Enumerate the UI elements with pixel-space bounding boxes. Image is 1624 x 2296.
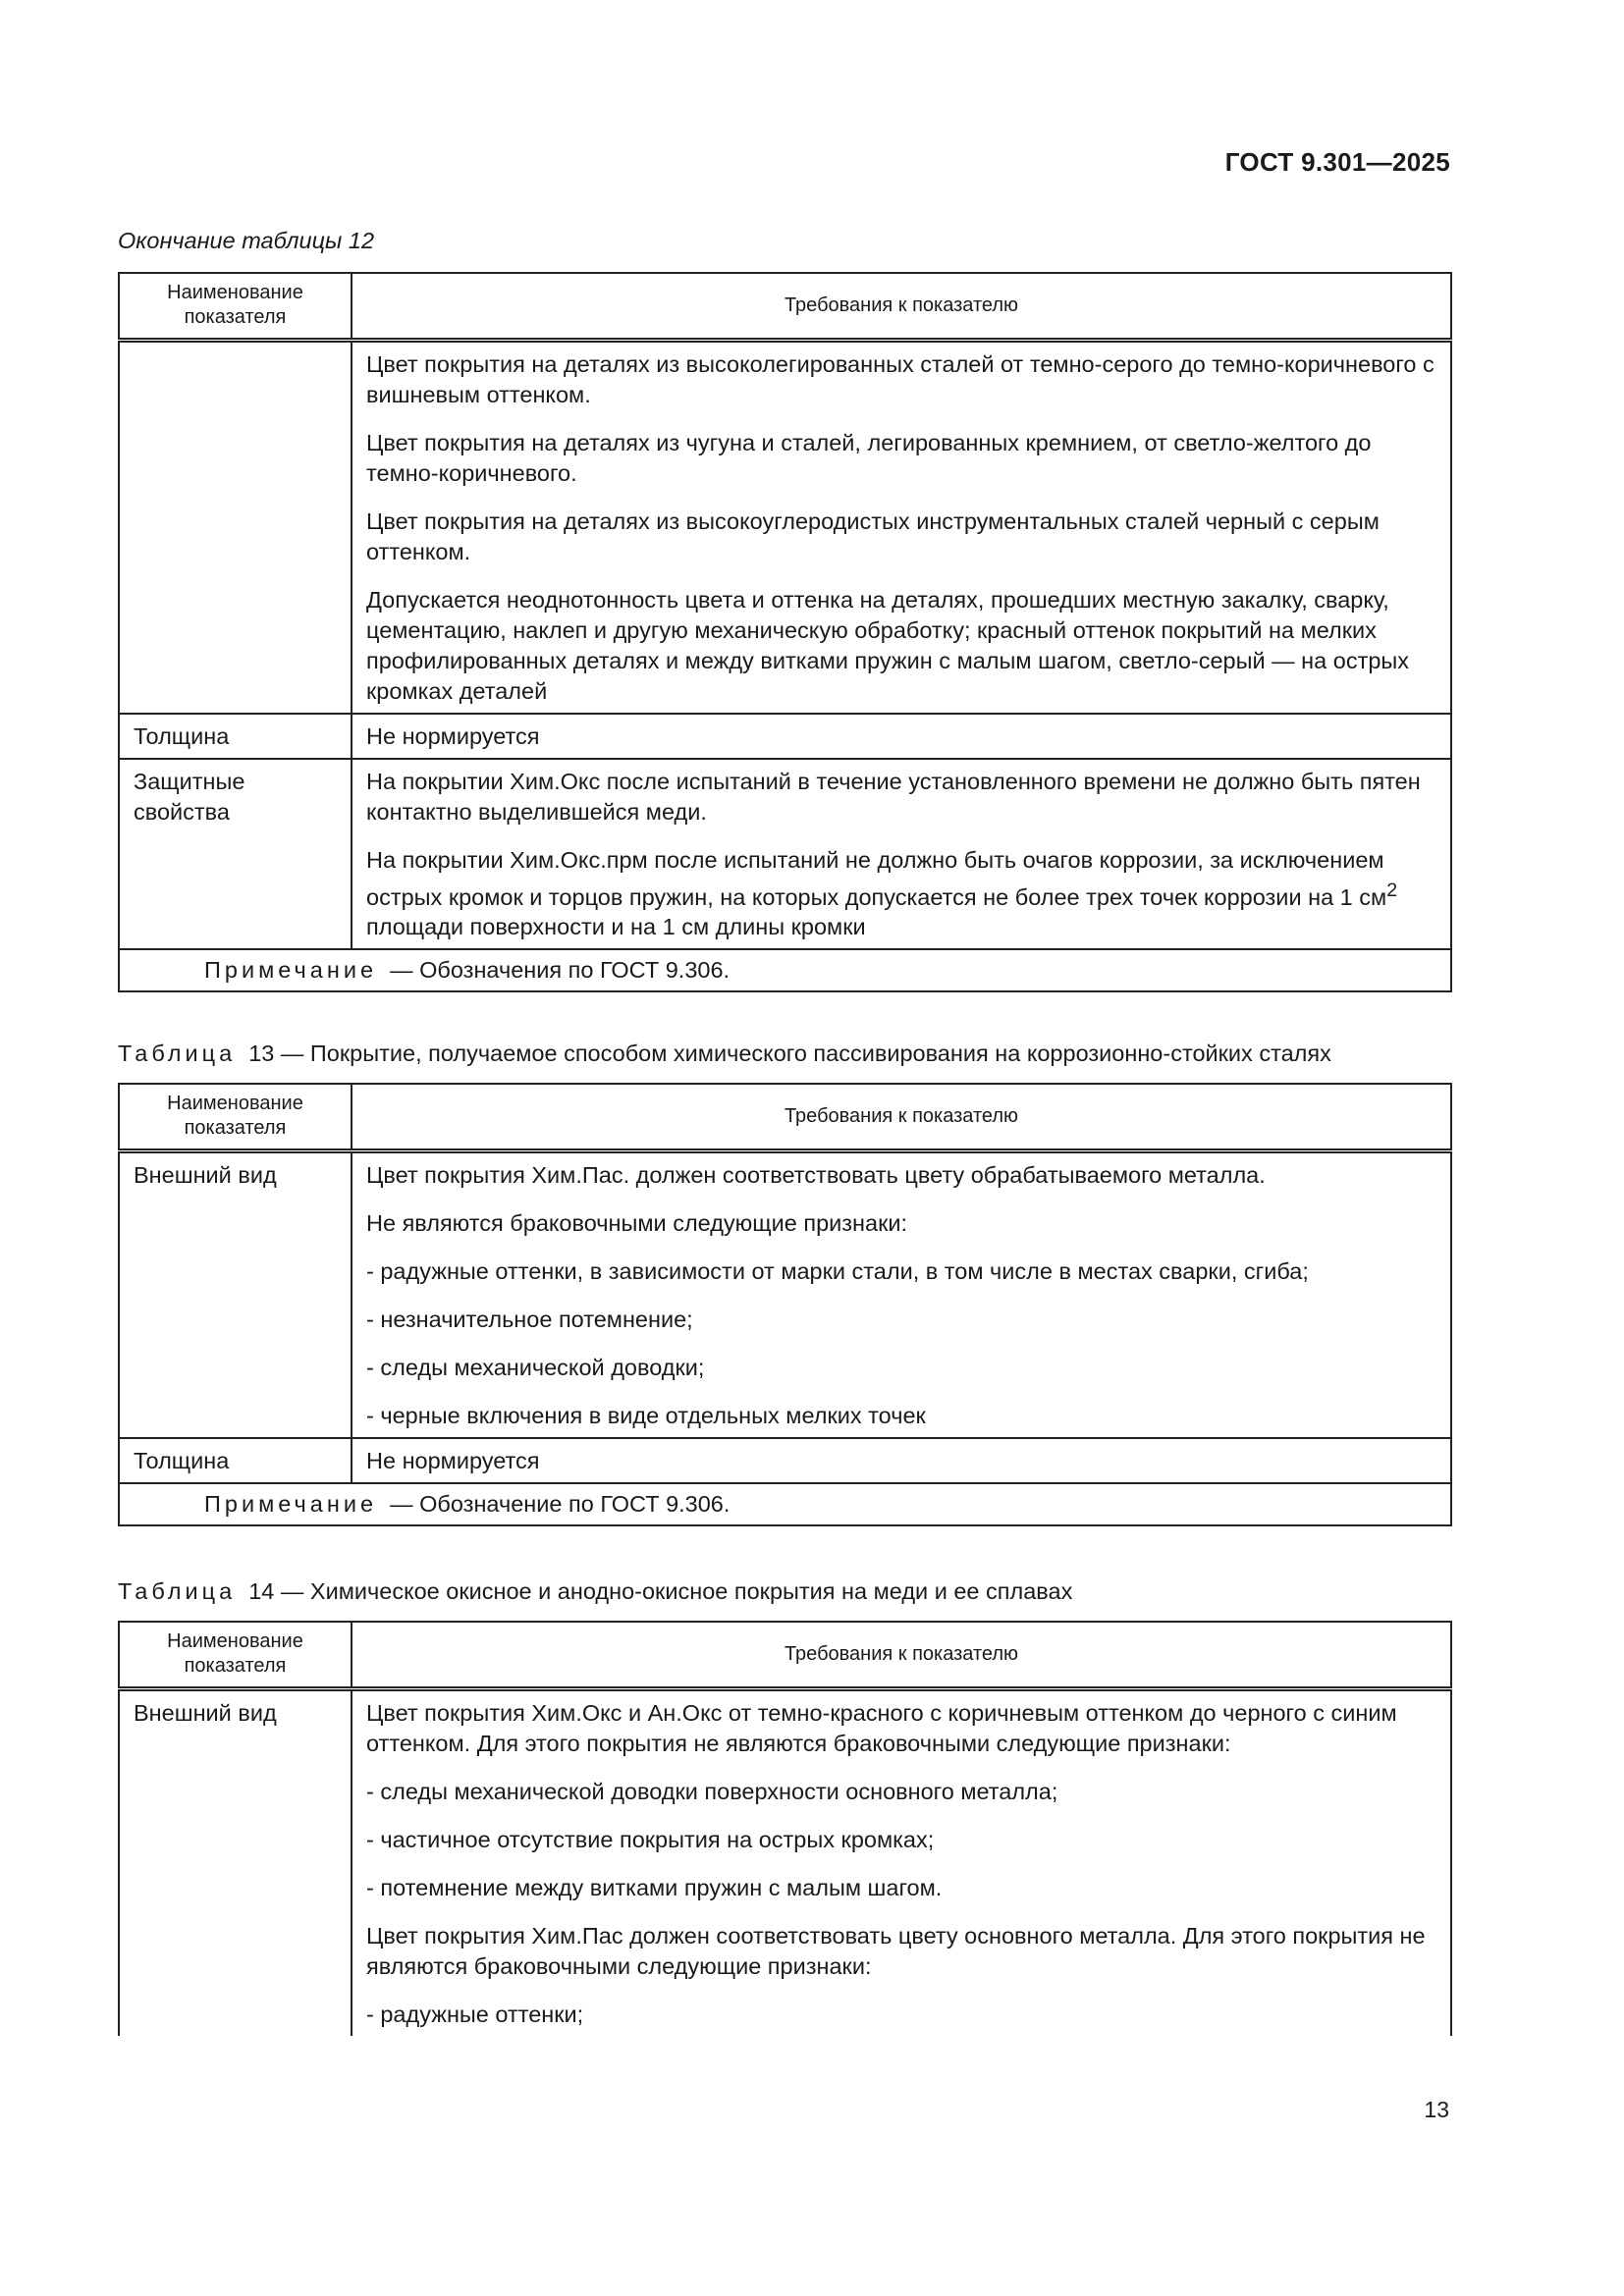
row-name-cell: Внешний вид (119, 1150, 352, 1438)
requirement-paragraph: Цвет покрытия на деталях из чугуна и сталей, легированных кремнием, от светло-желтого до темно-коричневого. (366, 429, 1372, 486)
column-header-requirements: Требования к показателю (352, 273, 1451, 340)
row-name-cell: Внешний вид (119, 1688, 352, 2036)
row-requirements-cell (352, 1150, 1451, 1438)
row-requirements-cell (352, 759, 1451, 950)
column-header-requirements: Требования к показателю (352, 1084, 1451, 1150)
row-name-cell (119, 340, 352, 714)
requirement-paragraph: Цвет покрытия Хим.Пас должен соответствовать цвету основного металла. Для этого покрытия не являются браковочными следующие признаки: (366, 1922, 1426, 1979)
table-row (119, 1688, 1451, 2036)
requirement-paragraph: Цвет покрытия на деталях из высокоуглеродистых инструментальных сталей черный с серым оттенком. (366, 507, 1380, 564)
table-row (119, 1150, 1451, 1438)
table-note (119, 1483, 1451, 1525)
note-text: — Обозначения по ГОСТ 9.306. (390, 957, 731, 984)
table-header-row (119, 1084, 1451, 1150)
note-label: Примечание (204, 1490, 378, 1517)
table13-caption: Таблица 13 — Покрытие, получаемое способом химического пассивирования на коррозионно-стойких сталях (118, 1041, 1331, 1066)
table-note-row (119, 949, 1451, 991)
requirement-paragraph: - следы механической доводки поверхности основного металла; (366, 1778, 1058, 1804)
row-name-cell: Защитные свойства (119, 759, 352, 950)
table-header-row (119, 1622, 1451, 1688)
requirement-paragraph: Цвет покрытия Хим.Пас. должен соответствовать цвету обрабатываемого металла. (366, 1161, 1266, 1188)
table-note-row (119, 1483, 1451, 1525)
note-text: — Обозначение по ГОСТ 9.306. (390, 1490, 731, 1517)
table-note (119, 949, 1451, 991)
requirement-paragraph: На покрытии Хим.Окс.прм после испытаний не должно быть очагов коррозии, за исключением острых кромок и торцов пружин, на которых допускается не более трех точек коррозии на 1 $см^2$ площади поверхности и на 1 см длины кромки (366, 846, 1398, 940)
requirement-paragraph: На покрытии Хим.Окс после испытаний в течение установленного времени не должно быть пятен контактно выделившейся меди. (366, 768, 1421, 825)
requirement-paragraph: - частичное отсутствие покрытия на острых кромках; (366, 1826, 935, 1852)
row-requirements-cell (352, 1688, 1451, 2036)
requirement-paragraph: Не являются браковочными следующие признаки: (366, 1209, 908, 1236)
column-header-name: Наименование показателя (119, 1622, 352, 1688)
document-code: ГОСТ 9.301—2025 (1224, 147, 1450, 177)
page-number: 13 (1424, 2097, 1449, 2122)
requirement-paragraph: Цвет покрытия Хим.Окс и Ан.Окс от темно-красного с коричневым оттенком до черного с синим оттенком. Для этого покрытия не являются браковочными следующие признаки: (366, 1699, 1397, 1756)
requirement-paragraph: - радужные оттенки; (366, 2001, 584, 2027)
column-header-name: Наименование показателя (119, 1084, 352, 1150)
requirement-paragraph: - следы механической доводки; (366, 1354, 705, 1380)
row-requirements-cell: Не нормируется (352, 714, 1451, 759)
requirement-paragraph: Цвет покрытия на деталях из высоколегированных сталей от темно-серого до темно-коричневого с вишневым оттенком. (366, 350, 1435, 407)
note-label: Примечание (204, 957, 378, 984)
table-13 (118, 1083, 1452, 1526)
requirement-paragraph: - потемнение между витками пружин с малым шагом. (366, 1874, 943, 1900)
table-header-row (119, 273, 1451, 340)
table-row (119, 759, 1451, 950)
requirement-paragraph: - радужные оттенки, в зависимости от марки стали, в том числе в местах сварки, сгиба; (366, 1257, 1309, 1284)
row-name-cell: Толщина (119, 714, 352, 759)
row-requirements-cell: Не нормируется (352, 1438, 1451, 1483)
table-14 (118, 1621, 1452, 2036)
requirement-paragraph: Допускается неоднотонность цвета и оттенка на деталях, прошедших местную закалку, сварку, цементацию, наклеп и другую механическую обработку; красный оттенок покрытий на мелких профилированных деталях и между витками пружин с малым шагом, светло-серый — на острых кромках деталей (366, 586, 1410, 704)
table-row (119, 1438, 1451, 1483)
requirement-paragraph: - черные включения в виде отдельных мелких точек (366, 1402, 926, 1428)
requirement-paragraph: - незначительное потемнение; (366, 1306, 693, 1332)
table-row (119, 714, 1451, 759)
table-row (119, 340, 1451, 714)
row-name-cell: Толщина (119, 1438, 352, 1483)
column-header-requirements: Требования к показателю (352, 1622, 1451, 1688)
table-12 (118, 272, 1452, 992)
column-header-name: Наименование показателя (119, 273, 352, 340)
row-requirements-cell (352, 340, 1451, 714)
table14-caption: Таблица 14 — Химическое окисное и анодно-окисное покрытия на меди и ее сплавах (118, 1578, 1073, 1604)
table12-caption: Окончание таблицы 12 (118, 228, 375, 253)
